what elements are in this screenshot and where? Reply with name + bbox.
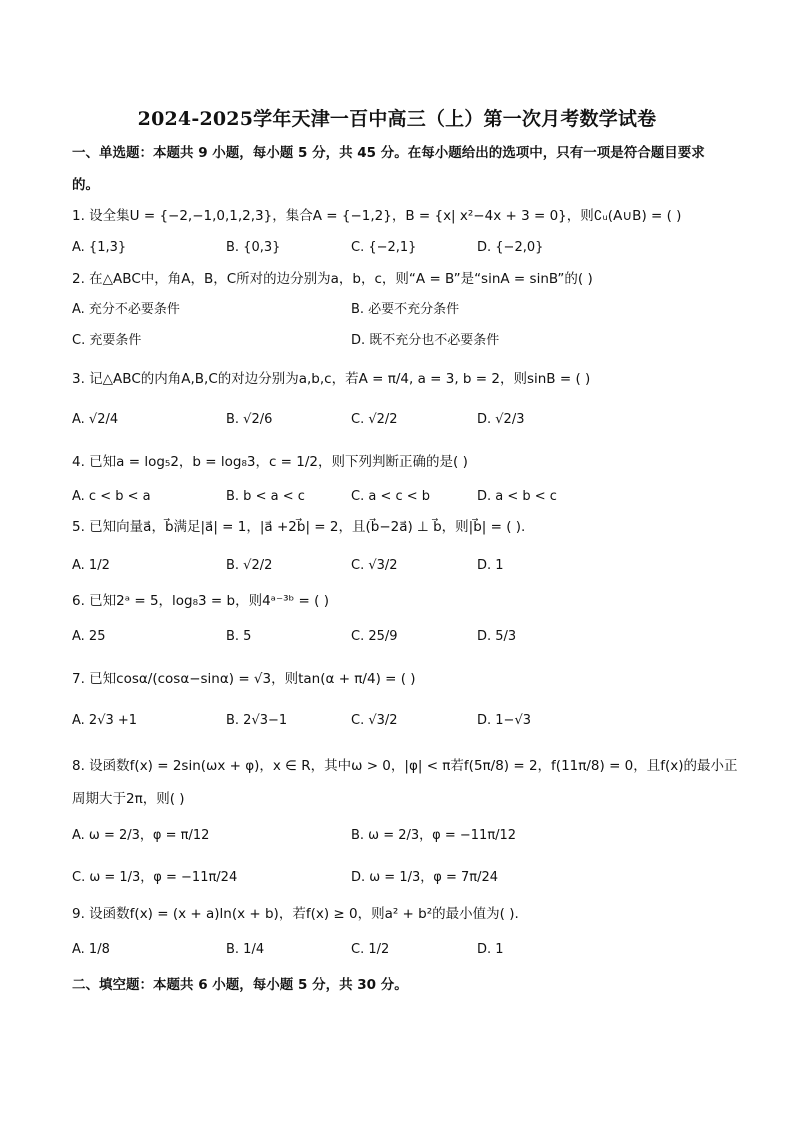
q5-option-d: D. 1 — [477, 558, 504, 573]
q1-option-b: B. {0,3} — [226, 240, 281, 255]
section2-instructions: 二、填空题：本题共 6 小题，每小题 5 分，共 30 分。 — [72, 977, 408, 993]
question-1-stem: 1. 设全集U = {−2,−1,0,1,2,3}，集合A = {−1,2}，B = {x| x²−4x + 3 = 0}，则∁ᵤ(A∪B) = ( ) — [72, 208, 682, 224]
q6-option-a: A. 25 — [72, 629, 106, 644]
section1-instructions-cont: 的。 — [72, 177, 99, 193]
q8-option-d: D. ω = 1/3，φ = 7π/24 — [351, 870, 498, 885]
question-6-stem: 6. 已知2ᵃ = 5，log₈3 = b，则4ᵃ⁻³ᵇ = ( ) — [72, 593, 329, 609]
q1-option-a: A. {1,3} — [72, 240, 127, 255]
q5-option-b: B. √2/2 — [226, 558, 273, 573]
q9-option-c: C. 1/2 — [351, 942, 390, 957]
q2-option-d: D. 既不充分也不必要条件 — [351, 333, 500, 348]
question-9-stem: 9. 设函数f(x) = (x + a)ln(x + b)，若f(x) ≥ 0，则a² + b²的最小值为( ). — [72, 906, 519, 922]
question-2-stem: 2. 在△ABC中，角A，B，C所对的边分别为a，b，c，则“A = B”是“sinA = sinB”的( ) — [72, 271, 593, 287]
q2-option-a: A. 充分不必要条件 — [72, 302, 180, 317]
page-title: 2024-2025学年天津一百中高三（上）第一次月考数学试卷 — [137, 108, 657, 130]
q3-option-b: B. √2/6 — [226, 412, 273, 427]
question-8-stem-cont: 周期大于2π，则( ) — [72, 791, 185, 807]
q7-option-a: A. 2√3 +1 — [72, 713, 138, 728]
question-8-stem: 8. 设函数f(x) = 2sin(ωx + φ)，x ∈ R，其中ω > 0，|φ| < π若f(5π/8) = 2，f(11π/8) = 0，且f(x)的最小正 — [72, 758, 738, 774]
question-3-stem: 3. 记△ABC的内角A,B,C的对边分别为a,b,c，若A = π/4, a = 3, b = 2，则sinB = ( ) — [72, 371, 591, 387]
q9-option-a: A. 1/8 — [72, 942, 110, 957]
q9-option-d: D. 1 — [477, 942, 504, 957]
q4-option-d: D. a < b < c — [477, 489, 557, 504]
q4-option-c: C. a < c < b — [351, 489, 431, 504]
q7-option-b: B. 2√3−1 — [226, 713, 288, 728]
q6-option-b: B. 5 — [226, 629, 252, 644]
q9-option-b: B. 1/4 — [226, 942, 265, 957]
q2-option-c: C. 充要条件 — [72, 333, 142, 348]
q3-option-c: C. √2/2 — [351, 412, 398, 427]
q2-option-b: B. 必要不充分条件 — [351, 302, 460, 317]
question-4-stem: 4. 已知a = log₅2，b = log₈3，c = 1/2，则下列判断正确的是( ) — [72, 454, 468, 470]
q7-option-c: C. √3/2 — [351, 713, 398, 728]
q4-option-b: B. b < a < c — [226, 489, 305, 504]
q3-option-d: D. √2/3 — [477, 412, 525, 427]
question-5-stem: 5. 已知向量a⃗，b⃗满足|a⃗| = 1，|a⃗ +2b⃗| = 2，且(b⃗−2a⃗) ⊥ b⃗，则|b⃗| = ( ). — [72, 519, 526, 535]
q7-option-d: D. 1−√3 — [477, 713, 531, 728]
q8-option-c: C. ω = 1/3，φ = −11π/24 — [72, 870, 238, 885]
section1-instructions: 一、单选题：本题共 9 小题，每小题 5 分，共 45 分。在每小题给出的选项中，只有一项是符合题目要求 — [72, 145, 705, 161]
q8-option-a: A. ω = 2/3，φ = π/12 — [72, 828, 210, 843]
question-7-stem: 7. 已知cosα/(cosα−sinα) = √3，则tan(α + π/4) = ( ) — [72, 671, 416, 687]
q5-option-a: A. 1/2 — [72, 558, 110, 573]
q4-option-a: A. c < b < a — [72, 489, 151, 504]
q1-option-d: D. {−2,0} — [477, 240, 544, 255]
q1-option-c: C. {−2,1} — [351, 240, 417, 255]
q8-option-b: B. ω = 2/3，φ = −11π/12 — [351, 828, 517, 843]
q5-option-c: C. √3/2 — [351, 558, 398, 573]
q6-option-c: C. 25/9 — [351, 629, 398, 644]
q3-option-a: A. √2/4 — [72, 412, 119, 427]
q6-option-d: D. 5/3 — [477, 629, 517, 644]
